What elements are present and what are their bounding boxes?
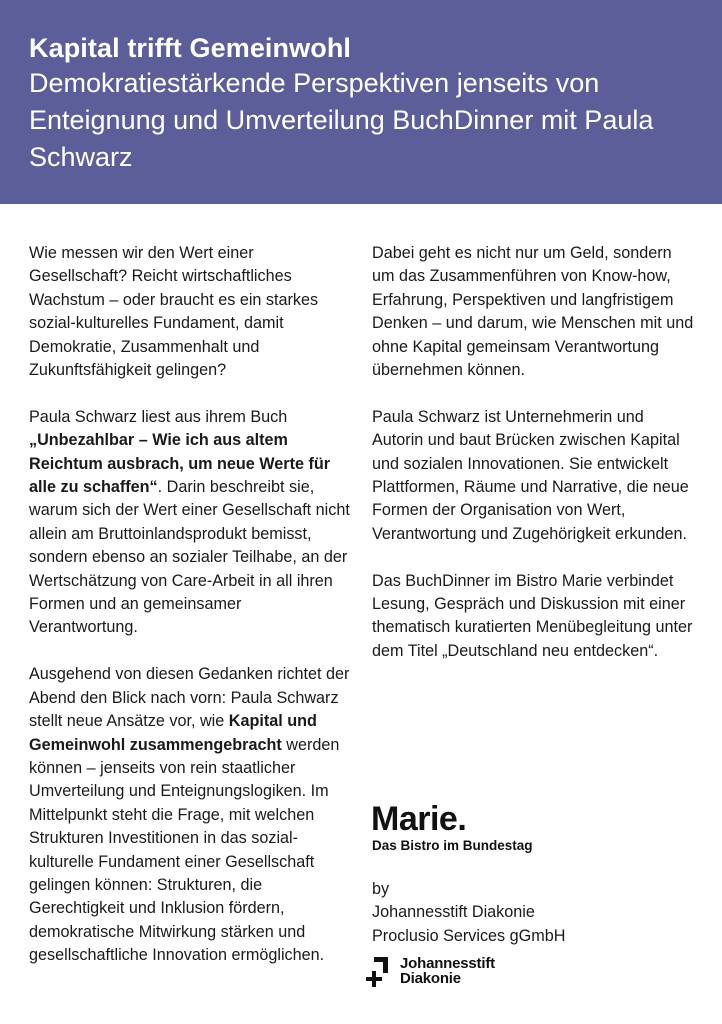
page-subtitle: Demokratiestärkende Perspektiven jenseits von Enteignung und Umverteilung BuchDinner mit Paula Schwarz — [29, 68, 654, 172]
left-paragraph-3 — [29, 663, 354, 967]
marie-logo: Marie. — [371, 800, 467, 838]
title-banner — [0, 0, 722, 204]
johannesstift-diakonie-logo — [366, 953, 495, 989]
cross-hook-icon — [366, 953, 396, 989]
book-title: „Unbezahlbar – Wie ich aus altem Reichtum ausbrach, um neue Werte für alle zu schaffen“ — [29, 431, 331, 497]
paragraph-text: Paula Schwarz liest aus ihrem Buch — [29, 407, 288, 426]
marie-tagline: Das Bistro im Bundestag — [372, 838, 533, 853]
paragraph-text: . Darin beschreibt sie, warum sich der Wert einer Gesellschaft nicht allein am Bruttoinlandsprodukt bemisst, sondern ebenso an sozialer Teilhabe, an der Wertschätzung von Care-Arbeit in all ihren Formen und an gemeinsamer Verantwortung. — [29, 478, 350, 637]
byline — [372, 878, 565, 948]
paragraph-text: werden können – jenseits von rein staatlicher Umverteilung und Enteignungslogiken. Im Mittelpunkt steht die Frage, mit welchen Strukturen Investitionen in das sozial-kulturelle Fundament einer Gesellschaft gelingen können: Strukturen, die Gerechtigkeit und Inklusion fördern, demokratische Mitwirkung stärken und gesellschaftliche Innovation ermöglichen. — [29, 735, 340, 965]
byline-org-2: Proclusio Services gGmbH — [372, 926, 566, 945]
highlight-text: Kapital und Gemeinwohl zusammengebracht — [29, 712, 317, 754]
left-paragraph-1: Wie messen wir den Wert einer Gesellschaft? Reicht wirtschaftliches Wachstum – oder braucht es ein starkes sozial-kulturelles Fundament, damit Demokratie, Zusammenhalt und Zukunftsfähigkeit gelingen? — [29, 244, 319, 380]
jd-logo-line-1: Johannesstift — [400, 955, 495, 972]
right-paragraph-3: Das BuchDinner im Bistro Marie verbindet Lesung, Gespräch und Diskussion mit einer thematisch kuratierten Menübegleitung unter dem Titel „Deutschland neu entdecken“. — [372, 571, 693, 660]
byline-org-1: Johannesstift Diakonie — [372, 903, 535, 922]
right-column — [372, 242, 697, 687]
paragraph-text: Ausgehend von diesen Gedanken richtet der Abend den Blick nach vorn: Paula Schwarz stellt neue Ansätze vor, wie — [29, 665, 350, 731]
page-title: Kapital trifft Gemeinwohl — [29, 33, 352, 63]
jd-logo-text — [400, 956, 495, 986]
byline-label: by — [372, 880, 390, 898]
left-column — [29, 242, 354, 991]
jd-logo-line-2: Diakonie — [400, 970, 461, 987]
right-paragraph-2: Paula Schwarz ist Unternehmerin und Autorin und baut Brücken zwischen Kapital und sozialen Innovationen. Sie entwickelt Plattformen, Räume und Narrative, die neue Formen der Organisation von Wert, Verantwortung und Zugehörigkeit erkunden. — [372, 407, 689, 543]
left-paragraph-2 — [29, 406, 354, 640]
right-paragraph-1: Dabei geht es nicht nur um Geld, sondern um das Zusammenführen von Know-how, Erfahrung, Perspektiven und langfristigem Denken – und darum, wie Menschen mit und ohne Kapital gemeinsam Verantwortung übernehmen können. — [372, 244, 694, 380]
